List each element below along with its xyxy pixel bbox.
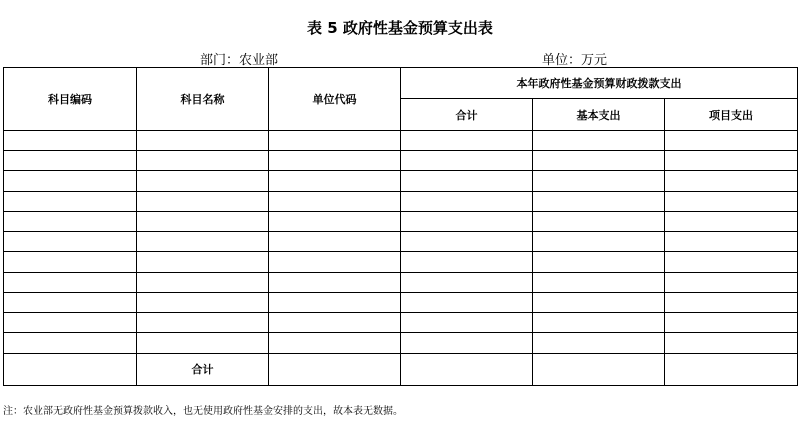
header-project: 项目支出 <box>665 99 798 130</box>
header-subject-name: 科目名称 <box>137 68 269 131</box>
table-row <box>4 151 798 171</box>
footnote: 注：农业部无政府性基金预算拨款收入，也无使用政府性基金安排的支出，故本表无数据。 <box>3 406 403 417</box>
header-total: 合计 <box>401 99 533 130</box>
table-row <box>4 313 798 333</box>
table-row <box>4 252 798 272</box>
total-row-label: 合计 <box>137 353 269 385</box>
total-row <box>4 353 798 385</box>
table-row <box>4 211 798 231</box>
table-row <box>4 191 798 211</box>
department-label: 部门：农业部 <box>200 53 279 68</box>
table-row <box>4 272 798 292</box>
header-basic: 基本支出 <box>533 99 665 130</box>
header-unit-code: 单位代码 <box>269 68 401 131</box>
expenditure-table <box>3 67 798 386</box>
header-group-expenditure: 本年政府性基金预算财政拨款支出 <box>401 68 798 99</box>
table-row <box>4 171 798 191</box>
table-row <box>4 333 798 353</box>
table-row <box>4 292 798 312</box>
unit-label: 单位：万元 <box>542 53 608 68</box>
page-title: 表 5 政府性基金预算支出表 <box>307 19 493 37</box>
table-row <box>4 130 798 150</box>
table-row <box>4 232 798 252</box>
header-subject-code: 科目编码 <box>4 68 137 131</box>
